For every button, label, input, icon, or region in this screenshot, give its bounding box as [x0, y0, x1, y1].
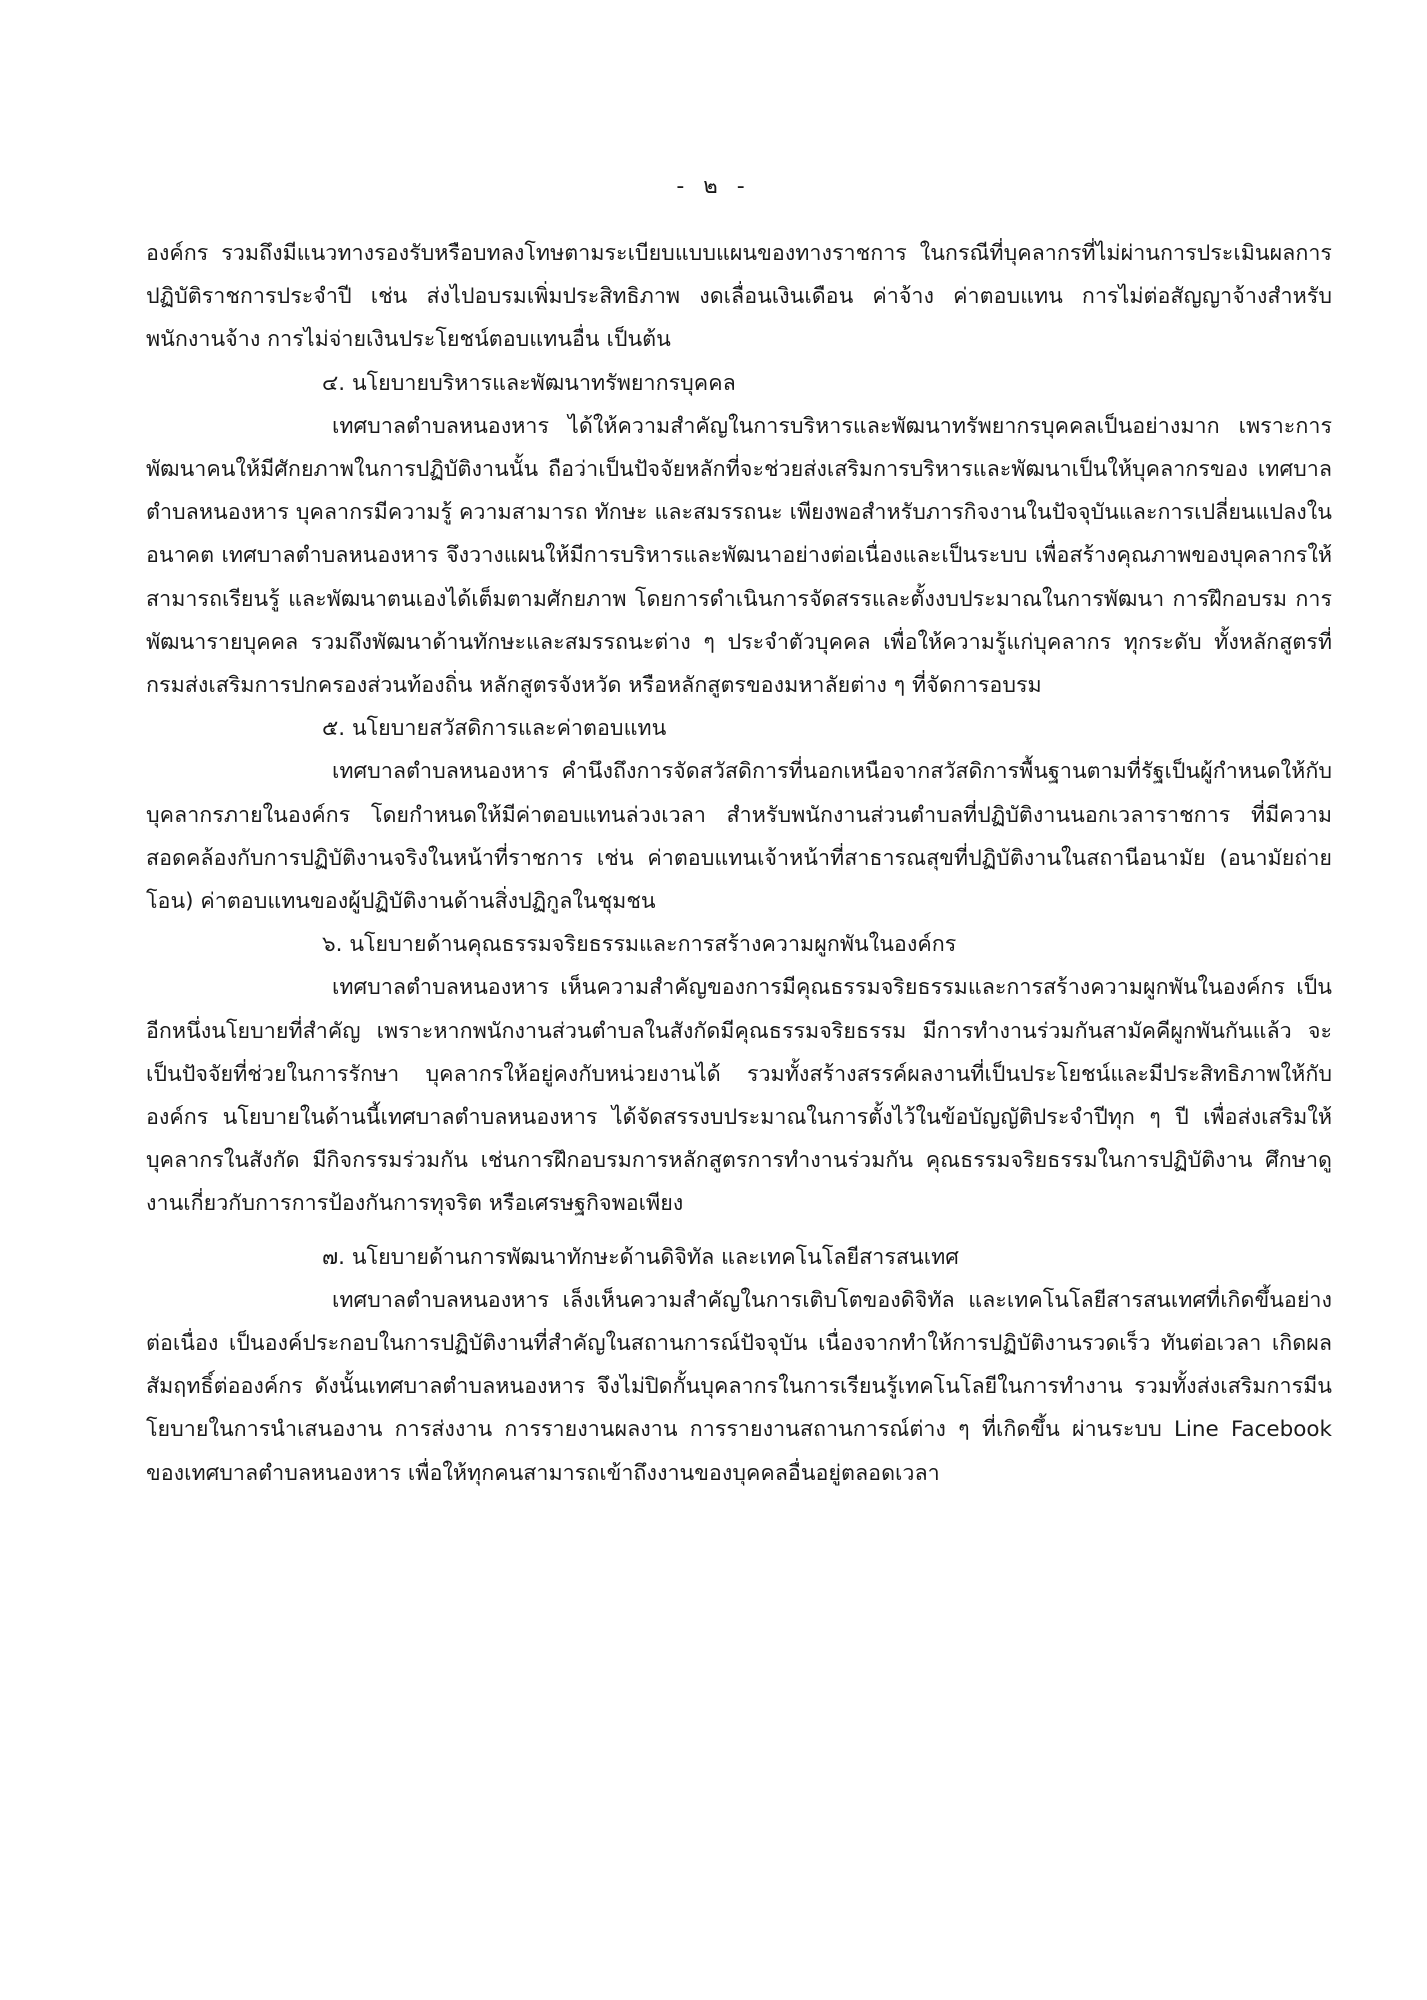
section-6-paragraph: เทศบาลตำบลหนองหาร เห็นความสำคัญของการมีคุณธรรมจริยธรรมและการสร้างความผูกพันในองค์กร เป็นอีกหนึ่งนโยบายที่สำคัญ เพราะหากพนักงานส่วนตำบลในสังกัดมีคุณธรรมจริยธรรม มีการทำงานร่วมกันสามัคคีผูกพันกันแล้ว จะเป็นปัจจัยที่ช่วยในการรักษา บุคลากรให้อยู่คงกับหน่วยงานได้ รวมทั้งสร้างสรรค์ผลงานที่เป็นประโยชน์และมีประสิทธิภาพให้กับองค์กร นโยบายในด้านนี้เทศบาลตำบลหนองหาร ได้จัดสรรงบประมาณในการตั้งไว้ในข้อบัญญัติประจำปีทุก ๆ ปี เพื่อส่งเสริมให้บุคลากรในสังกัด มีกิจกรรมร่วมกัน เช่นการฝึกอบรมการหลักสูตรการทำงานร่วมกัน คุณธรรมจริยธรรมในการปฏิบัติงาน ศึกษาดูงานเกี่ยวกับการการป้องกันการทุจริต หรือเศรษฐกิจพอเพียง: [146, 975, 1332, 1217]
page-number: - ๒ -: [676, 174, 751, 199]
section-4-heading: ๔. นโยบายบริหารและพัฒนาทรัพยากรบุคคล: [322, 370, 736, 396]
section-6-heading: ๖. นโยบายด้านคุณธรรมจริยธรรมและการสร้างความผูกพันในองค์กร: [322, 932, 957, 958]
section-5-paragraph: เทศบาลตำบลหนองหาร คำนึงถึงการจัดสวัสดิการที่นอกเหนือจากสวัสดิการพื้นฐานตามที่รัฐเป็นผู้กำหนดให้กับบุคลากรภายในองค์กร โดยกำหนดให้มีค่าตอบแทนล่วงเวลา สำหรับพนักงานส่วนตำบลที่ปฏิบัติงานนอกเวลาราชการ ที่มีความสอดคล้องกับการปฏิบัติงานจริงในหน้าที่ราชการ เช่น ค่าตอบแทนเจ้าหน้าที่สาธารณสุขที่ปฏิบัติงานในสถานีอนามัย (อนามัยถ่ายโอน) ค่าตอบแทนของผู้ปฏิบัติงานด้านสิ่งปฏิกูลในชุมชน: [146, 759, 1332, 915]
section-5-heading: ๕. นโยบายสวัสดิการและค่าตอบแทน: [322, 716, 667, 742]
section-7-heading: ๗. นโยบายด้านการพัฒนาทักษะด้านดิจิทัล และเทคโนโลยีสารสนเทศ: [322, 1244, 959, 1270]
document-body: [146, 232, 1332, 1495]
section-4-paragraph: เทศบาลตำบลหนองหาร ได้ให้ความสำคัญในการบริหารและพัฒนาทรัพยากรบุคคลเป็นอย่างมาก เพราะการพัฒนาคนให้มีศักยภาพในการปฏิบัติงานนั้น ถือว่าเป็นปัจจัยหลักที่จะช่วยส่งเสริมการบริหารและพัฒนาเป็นให้บุคลากรของ เทศบาลตำบลหนองหาร บุคลากรมีความรู้ ความสามารถ ทักษะ และสมรรถนะ เพียงพอสำหรับภารกิจงานในปัจจุบันและการเปลี่ยนแปลงในอนาคต เทศบาลตำบลหนองหาร จึงวางแผนให้มีการบริหารและพัฒนาอย่างต่อเนื่องและเป็นระบบ เพื่อสร้างคุณภาพของบุคลากรให้สามารถเรียนรู้ และพัฒนาตนเองได้เต็มตามศักยภาพ โดยการดำเนินการจัดสรรและตั้งงบประมาณในการพัฒนา การฝึกอบรม การพัฒนารายบุคคล รวมถึงพัฒนาด้านทักษะและสมรรถนะต่าง ๆ ประจำตัวบุคคล เพื่อให้ความรู้แก่บุคลากร ทุกระดับ ทั้งหลักสูตรที่กรมส่งเสริมการปกครองส่วนท้องถิ่น หลักสูตรจังหวัด หรือหลักสูตรของมหาลัยต่าง ๆ ที่จัดการอบรม: [146, 413, 1332, 699]
intro-paragraph: องค์กร รวมถึงมีแนวทางรองรับหรือบทลงโทษตามระเบียบแบบแผนของทางราชการ ในกรณีที่บุคลากรที่ไม่ผ่านการประเมินผลการปฏิบัติราชการประจำปี เช่น ส่งไปอบรมเพิ่มประสิทธิภาพ งดเลื่อนเงินเดือน ค่าจ้าง ค่าตอบแทน การไม่ต่อสัญญาจ้างสำหรับพนักงานจ้าง การไม่จ่ายเงินประโยชน์ตอบแทนอื่น เป็นต้น: [146, 241, 1332, 353]
section-7-paragraph: เทศบาลตำบลหนองหาร เล็งเห็นความสำคัญในการเติบโตของดิจิทัล และเทคโนโลยีสารสนเทศที่เกิดขึ้นอย่างต่อเนื่อง เป็นองค์ประกอบในการปฏิบัติงานที่สำคัญในสถานการณ์ปัจจุบัน เนื่องจากทำให้การปฏิบัติงานรวดเร็ว ทันต่อเวลา เกิดผลสัมฤทธิ์ต่อองค์กร ดังนั้นเทศบาลตำบลหนองหาร จึงไม่ปิดกั้นบุคลากรในการเรียนรู้เทคโนโลยีในการทำงาน รวมทั้งส่งเสริมการมีนโยบายในการนำเสนองาน การส่งงาน การรายงานผลงาน การรายงานสถานการณ์ต่าง ๆ ที่เกิดขึ้น ผ่านระบบ Line Facebook ของเทศบาลตำบลหนองหาร เพื่อให้ทุกคนสามารถเข้าถึงงานของบุคคลอื่นอยู่ตลอดเวลา: [146, 1287, 1332, 1486]
